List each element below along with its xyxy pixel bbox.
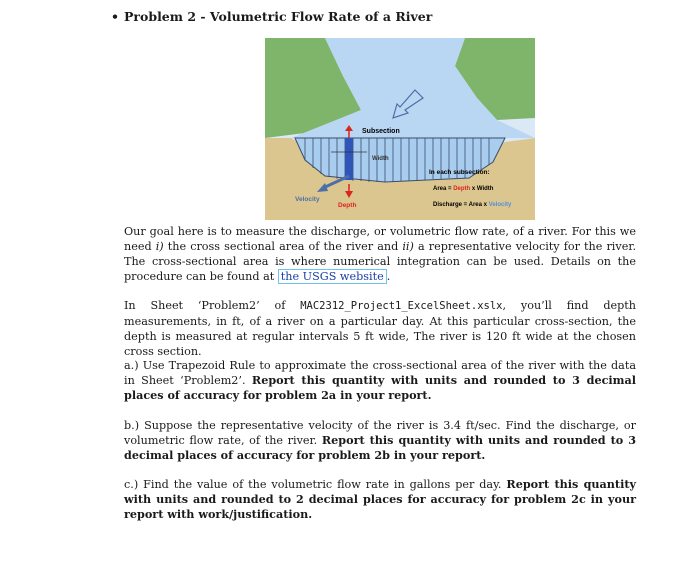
problem-title: Problem 2 - Volumetric Flow Rate of a River — [124, 9, 433, 24]
bullet: • — [111, 9, 119, 24]
highlighted-subsection — [345, 138, 353, 180]
velocity-label: Velocity — [295, 196, 320, 203]
discharge-equation: Discharge = Area x Velocity — [433, 202, 512, 208]
item-ii: ii) — [402, 240, 414, 253]
area-equation: Area = Depth x Width — [433, 186, 494, 192]
part-c-instruction: Report this quantity with units and rounded to 2 decimal places for accuracy for problem 2c in your report with work/justification. — [124, 477, 637, 521]
part-a-instruction: Report this quantity with units and rounded to 3 decimal places of accuracy for problem 2a in your report. — [124, 373, 636, 402]
part-c-paragraph: c.) Find the value of the volumetric flow rate in gallons per day. Report this quantity with units and rounded to 2 decimal places for accuracy for problem 2c in your report with work/justification. — [124, 477, 637, 521]
depth-label: Depth — [338, 202, 357, 209]
part-a-paragraph: a.) Use Trapezoid Rule to approximate the cross-sectional area of the river with the data in Sheet ‘Problem2’. Report this quantity with units and rounded to 3 decimal places of accuracy for problem 2a in your report. — [124, 359, 636, 402]
excel-filename: MAC2312_Project1_ExcelSheet.xslx — [300, 300, 503, 312]
legend-title: In each subsection: — [429, 169, 490, 176]
part-b-instruction: Report this quantity with units and rounded to 3 decimal places of accuracy for problem 2b in your report. — [124, 433, 637, 462]
river-diagram — [265, 38, 535, 220]
river-cross-section-figure — [265, 38, 535, 220]
intro-paragraph: Our goal here is to measure the discharge, or volumetric flow rate, of a river. For this we need i) the cross sectional area of the river and ii) a representative velocity for the river. The cross-sectional area is where numerical integration can be used. Details on the procedure can be found at the USGS website . — [124, 225, 636, 283]
width-label: Width — [372, 156, 389, 162]
sheet-paragraph: In Sheet ‘Problem2’ of MAC2312_Project1_ExcelSheet.xslx, you’ll find depth measurements, in ft, of a river on a particular day. At this particular cross-section, the depth is measured at regular intervals 5 ft wide, The river is 120 ft wide at the chosen cross section. — [124, 299, 636, 358]
subsection-label: Subsection — [362, 128, 400, 135]
part-b-paragraph: b.) Suppose the representative velocity of the river is 3.4 ft/sec. Find the discharge, or volumetric flow rate, of the river. Report this quantity with units and rounded to 3 decimal places of accuracy for problem 2b in your report. — [124, 419, 637, 462]
item-i: i) — [155, 240, 164, 253]
problem-heading — [111, 9, 432, 24]
usgs-website-link[interactable]: the USGS website — [278, 269, 387, 284]
